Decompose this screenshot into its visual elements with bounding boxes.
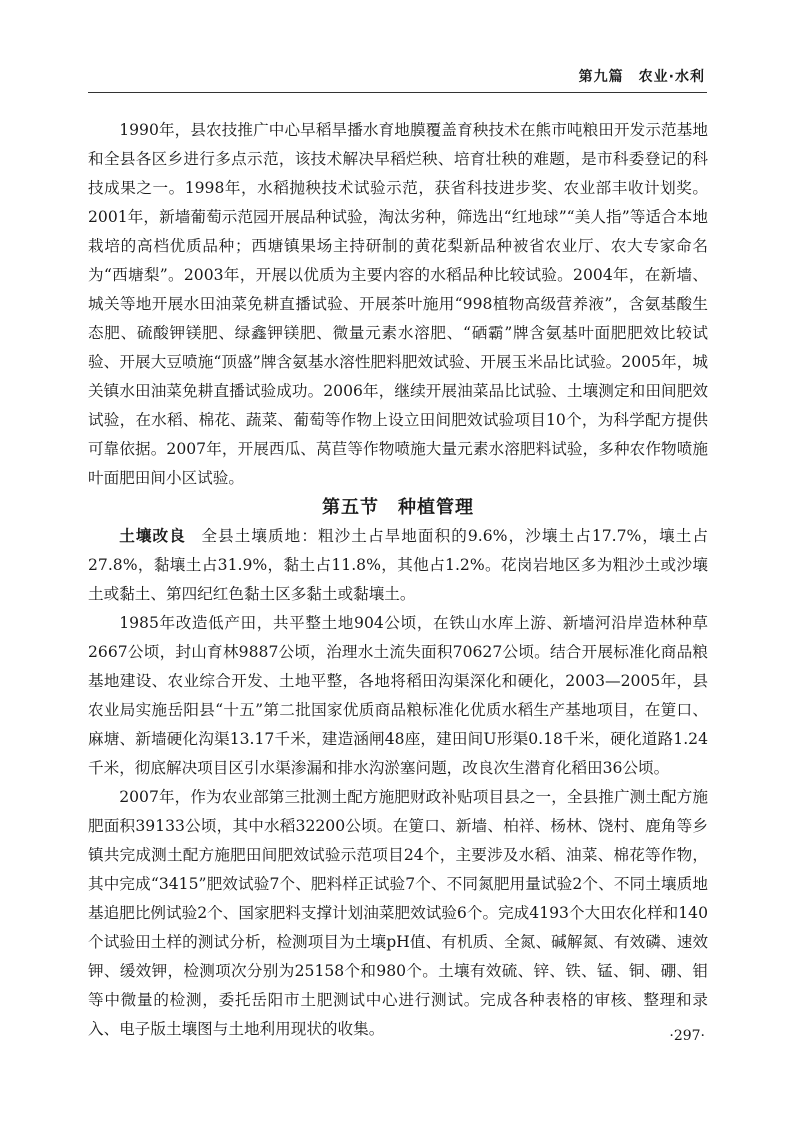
- page-number: ·297·: [669, 1028, 705, 1044]
- running-header: [88, 64, 707, 93]
- paragraph: 1985年改造低产田，共平整土地904公顷，在铁山水库上游、新墙河沿岸造林种草2667公顷，封山育林9887公顷，治理水土流失面积70627公顷。结合开展标准化商品粮基地建设、农业综合开发、土地平整，各地将稻田沟渠深化和硬化，2003—2005年，县农业局实施岳阳县“十五”第二批国家优质商品粮标准化优质水稻生产基地项目，在筻口、麻塘、新墙硬化沟渠13.17千米，建造涵闸48座，建田间U形渠0.18千米，硬化道路1.24千米，彻底解决项目区引水渠渗漏和排水沟淤塞问题，改良次生潜育化稻田36公顷。: [88, 614, 708, 777]
- paragraph-text: 全县土壤质地：粗沙土占旱地面积的9.6%，沙壤土占17.7%，壤土占27.8%，黏壤土占31.9%，黏土占11.8%，其他占1.2%。花岗岩地区多为粗沙土或沙壤土或黏土、第四纪红色黏土区多黏土或黏壤土。: [88, 527, 708, 603]
- paragraph: 2007年，作为农业部第三批测土配方施肥财政补贴项目县之一，全县推广测土配方施肥面积39133公顷，其中水稻32200公顷。在筻口、新墙、柏祥、杨林、饶村、鹿角等乡镇共完成测土配方施肥田间肥效试验示范项目24个，主要涉及水稻、油菜、棉花等作物，其中完成“3415”肥效试验7个、肥料样正试验7个、不同氮肥用量试验2个、不同土壤质地基追肥比例试验2个、国家肥料支撑计划油菜肥效试验6个。完成4193个大田农化样和140个试验田土样的测试分析，检测项目为土壤pH值、有机质、全氮、碱解氮、有效磷、速效钾、缓效钾，检测项次分别为25158个和980个。土壤有效硫、锌、铁、锰、铜、硼、钼等中微量的检测，委托岳阳市土肥测试中心进行测试。完成各种表格的审核、整理和录入、电子版土壤图与土地利用现状的收集。: [88, 788, 708, 1038]
- paragraph-soil-improvement: [88, 522, 708, 609]
- paragraph-lead: 土壤改良: [119, 527, 186, 545]
- section-heading: 第五节 种植管理: [322, 497, 474, 518]
- paragraph: 1990年，县农技推广中心早稻旱播水育地膜覆盖育秧技术在熊市吨粮田开发示范基地和全县各区乡进行多点示范，该技术解决早稻烂秧、培育壮秧的难题，是市科委登记的科技成果之一。1998年，水稻抛秧技术试验示范，获省科技进步奖、农业部丰收计划奖。2001年，新墙葡萄示范园开展品种试验，淘汰劣种，筛选出“红地球”“美人指”等适合本地栽培的高档优质品种；西塘镇果场主持研制的黄花梨新品种被省农业厅、农大专家命名为“西塘梨”。2003年，开展以优质为主要内容的水稻品种比较试验。2004年，在新墙、城关等地开展水田油菜免耕直播试验、开展茶叶施用“998植物高级营养液”，含氨基酸生态肥、硫酸钾镁肥、绿鑫钾镁肥、微量元素水溶肥、“硒霸”牌含氨基叶面肥肥效比较试验、开展大豆喷施“顶盛”牌含氨基水溶性肥料肥效试验、开展玉米品比试验。2005年，城关镇水田油菜免耕直播试验成功。2006年，继续开展油菜品比试验、土壤测定和田间肥效试验，在水稻、棉花、蔬菜、葡萄等作物上设立田间肥效试验项目10个，为科学配方提供可靠依据。2007年，开展西瓜、莴苣等作物喷施大量元素水溶肥料试验，多种农作物喷施叶面肥田间小区试验。: [88, 121, 708, 487]
- chapter-title: 第九篇 农业·水利: [578, 69, 705, 85]
- page-body: [88, 116, 708, 1044]
